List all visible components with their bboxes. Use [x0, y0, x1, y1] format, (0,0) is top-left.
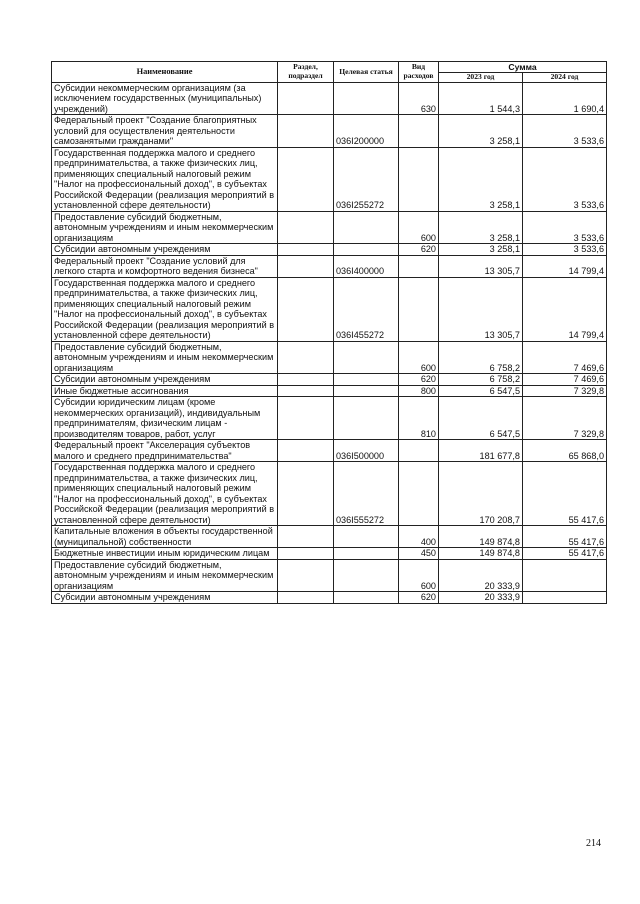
table-row: [52, 526, 607, 548]
row-target: [334, 526, 399, 548]
table-row: [52, 374, 607, 386]
budget-table: [51, 61, 607, 604]
row-amount-2023: 6 758,2: [439, 374, 523, 386]
row-amount-2024: 1 690,4: [523, 82, 607, 115]
table-row: [52, 592, 607, 604]
row-target: [334, 211, 399, 244]
row-name: Субсидии автономным учреждениям: [52, 592, 278, 604]
row-target: [334, 82, 399, 115]
row-expense-type: 400: [399, 526, 439, 548]
row-section: [278, 341, 334, 374]
row-target: [334, 341, 399, 374]
row-name: Предоставление субсидий бюджетным, автономным учреждениям и иным некоммерческим организациям: [52, 559, 278, 592]
row-amount-2024: 3 533,6: [523, 115, 607, 148]
row-name: Государственная поддержка малого и среднего предпринимательства, а также физических лиц, применяющих специальный налоговый режим "Налог на профессиональный доход", в субъектах Российской Федерации (реализация мероприятий в установленной сфере деятельности): [52, 277, 278, 341]
table-row: [52, 244, 607, 256]
header-year-2024: 2024 год: [523, 73, 607, 83]
row-expense-type: 810: [399, 397, 439, 440]
row-name: Иные бюджетные ассигнования: [52, 385, 278, 397]
row-expense-type: 600: [399, 211, 439, 244]
row-amount-2024: [523, 559, 607, 592]
row-section: [278, 548, 334, 560]
row-target: [334, 548, 399, 560]
row-name: Федеральный проект "Создание условий для легкого старта и комфортного ведения бизнеса": [52, 255, 278, 277]
row-section: [278, 255, 334, 277]
row-target: [334, 592, 399, 604]
row-target: 036I455272: [334, 277, 399, 341]
row-amount-2024: 3 533,6: [523, 147, 607, 211]
table-row: [52, 341, 607, 374]
row-amount-2023: 170 208,7: [439, 462, 523, 526]
row-expense-type: 620: [399, 592, 439, 604]
row-section: [278, 526, 334, 548]
row-amount-2023: 149 874,8: [439, 526, 523, 548]
table-row: [52, 440, 607, 462]
row-amount-2024: 55 417,6: [523, 462, 607, 526]
row-name: Государственная поддержка малого и среднего предпринимательства, а также физических лиц, применяющих специальный налоговый режим "Налог на профессиональный доход", в субъектах Российской Федерации (реализация мероприятий в установленной сфере деятельности): [52, 462, 278, 526]
row-amount-2023: 13 305,7: [439, 255, 523, 277]
row-amount-2023: 3 258,1: [439, 244, 523, 256]
row-section: [278, 559, 334, 592]
row-target: 036I555272: [334, 462, 399, 526]
page-number: 214: [586, 838, 601, 849]
table-body: [52, 82, 607, 603]
row-target: [334, 559, 399, 592]
row-amount-2023: 1 544,3: [439, 82, 523, 115]
table-row: [52, 255, 607, 277]
row-name: Федеральный проект "Создание благоприятных условий для осуществления деятельности самозанятыми гражданами": [52, 115, 278, 148]
row-name: Субсидии автономным учреждениям: [52, 374, 278, 386]
row-name: Субсидии юридическим лицам (кроме некоммерческих организаций), индивидуальным предпринимателям, физическим лицам - производителям товаров, работ, услуг: [52, 397, 278, 440]
row-target: 036I500000: [334, 440, 399, 462]
row-expense-type: [399, 277, 439, 341]
header-target: Целевая статья: [334, 62, 399, 83]
row-section: [278, 397, 334, 440]
row-target: [334, 397, 399, 440]
row-section: [278, 82, 334, 115]
row-amount-2024: 7 329,8: [523, 397, 607, 440]
row-amount-2024: 55 417,6: [523, 526, 607, 548]
table-row: [52, 397, 607, 440]
row-section: [278, 440, 334, 462]
row-expense-type: 450: [399, 548, 439, 560]
row-section: [278, 147, 334, 211]
row-amount-2024: 14 799,4: [523, 277, 607, 341]
row-target: 036I200000: [334, 115, 399, 148]
table-row: [52, 147, 607, 211]
row-amount-2023: 13 305,7: [439, 277, 523, 341]
row-amount-2023: 3 258,1: [439, 115, 523, 148]
row-amount-2023: 3 258,1: [439, 211, 523, 244]
table-row: [52, 277, 607, 341]
row-amount-2024: 7 329,8: [523, 385, 607, 397]
row-expense-type: [399, 255, 439, 277]
table-row: [52, 115, 607, 148]
row-name: Субсидии некоммерческим организациям (за исключением государственных (муниципальных) учреждений): [52, 82, 278, 115]
row-section: [278, 385, 334, 397]
row-name: Капитальные вложения в объекты государственной (муниципальной) собственности: [52, 526, 278, 548]
row-expense-type: 620: [399, 374, 439, 386]
row-section: [278, 592, 334, 604]
row-amount-2023: 3 258,1: [439, 147, 523, 211]
row-section: [278, 211, 334, 244]
row-section: [278, 277, 334, 341]
row-expense-type: [399, 462, 439, 526]
row-target: [334, 374, 399, 386]
table-row: [52, 462, 607, 526]
row-target: 036I255272: [334, 147, 399, 211]
row-amount-2023: 20 333,9: [439, 592, 523, 604]
table-row: [52, 385, 607, 397]
header-type: Вид расходов: [399, 62, 439, 83]
row-expense-type: 600: [399, 559, 439, 592]
row-amount-2023: 6 758,2: [439, 341, 523, 374]
row-amount-2024: 7 469,6: [523, 374, 607, 386]
row-expense-type: [399, 440, 439, 462]
row-amount-2023: 149 874,8: [439, 548, 523, 560]
row-section: [278, 462, 334, 526]
row-name: Субсидии автономным учреждениям: [52, 244, 278, 256]
table-header: [52, 62, 607, 83]
row-name: Бюджетные инвестиции иным юридическим лицам: [52, 548, 278, 560]
row-amount-2024: 7 469,6: [523, 341, 607, 374]
row-expense-type: [399, 147, 439, 211]
row-expense-type: [399, 115, 439, 148]
row-name: Предоставление субсидий бюджетным, автономным учреждениям и иным некоммерческим организациям: [52, 211, 278, 244]
row-target: 036I400000: [334, 255, 399, 277]
header-sum: Сумма: [439, 62, 607, 73]
row-amount-2023: 6 547,5: [439, 397, 523, 440]
row-target: [334, 385, 399, 397]
table-row: [52, 559, 607, 592]
header-section: Раздел, подраздел: [278, 62, 334, 83]
table-row: [52, 548, 607, 560]
row-name: Предоставление субсидий бюджетным, автономным учреждениям и иным некоммерческим организациям: [52, 341, 278, 374]
row-section: [278, 244, 334, 256]
row-expense-type: 620: [399, 244, 439, 256]
row-section: [278, 374, 334, 386]
row-amount-2023: 181 677,8: [439, 440, 523, 462]
row-amount-2024: [523, 592, 607, 604]
row-amount-2024: 14 799,4: [523, 255, 607, 277]
row-expense-type: 630: [399, 82, 439, 115]
table-row: [52, 211, 607, 244]
header-name: Наименование: [52, 62, 278, 83]
row-amount-2023: 6 547,5: [439, 385, 523, 397]
header-year-2023: 2023 год: [439, 73, 523, 83]
row-amount-2024: 3 533,6: [523, 211, 607, 244]
row-expense-type: 800: [399, 385, 439, 397]
row-amount-2024: 65 868,0: [523, 440, 607, 462]
row-amount-2024: 55 417,6: [523, 548, 607, 560]
row-target: [334, 244, 399, 256]
row-expense-type: 600: [399, 341, 439, 374]
table-row: [52, 82, 607, 115]
row-amount-2023: 20 333,9: [439, 559, 523, 592]
row-section: [278, 115, 334, 148]
row-name: Федеральный проект "Акселерация субъектов малого и среднего предпринимательства": [52, 440, 278, 462]
row-amount-2024: 3 533,6: [523, 244, 607, 256]
row-name: Государственная поддержка малого и среднего предпринимательства, а также физических лиц, применяющих специальный налоговый режим "Налог на профессиональный доход", в субъектах Российской Федерации (реализация мероприятий в установленной сфере деятельности): [52, 147, 278, 211]
